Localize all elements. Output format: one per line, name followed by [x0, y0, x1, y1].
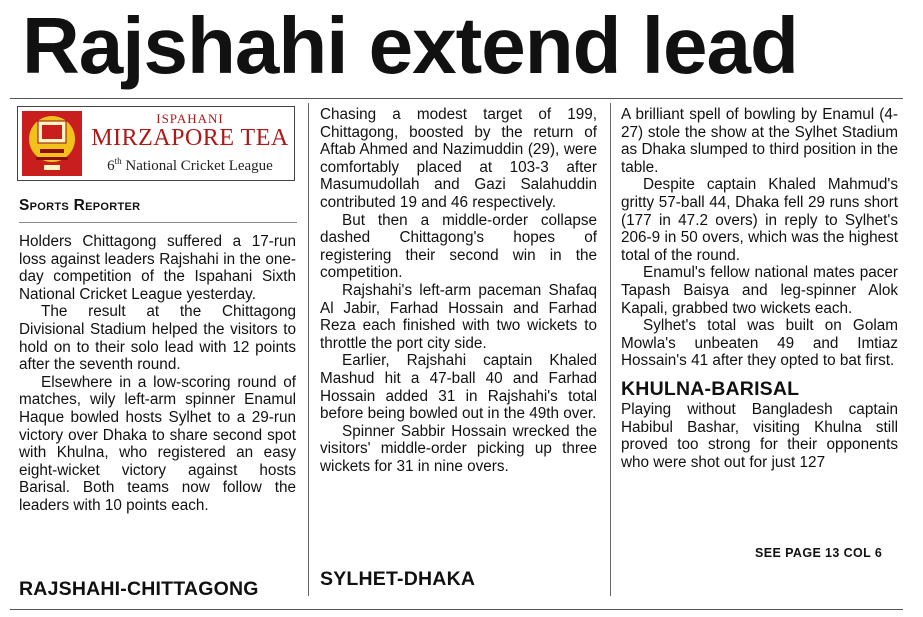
top-rule — [10, 98, 903, 99]
paragraph: Chasing a modest target of 199, Chittagong, boosted by the return of Aftab Ahmed and Nazimuddin (29), were comfortably placed at 103-3 after Masumudollah and Gazi Salahuddin contributed 19 and 46 respectively. — [320, 106, 597, 211]
paragraph: Enamul's fellow national mates pacer Tapash Baisya and leg-spinner Alok Kapali, grabbed two wickets each. — [621, 264, 898, 317]
column-2 — [320, 106, 597, 475]
continuation-note: SEE PAGE 13 COL 6 — [755, 546, 883, 560]
subhead-khulna-barisal: KHULNA-BARISAL — [621, 377, 800, 400]
paragraph: Earlier, Rajshahi captain Khaled Mashud hit a 47-ball 40 and Farhad Hossain added 31 in Rajshahi's total before being bowled out in the 49th over. — [320, 352, 597, 423]
subhead-rajshahi-chittagong: RAJSHAHI-CHITTAGONG — [19, 578, 259, 600]
paragraph: Playing without Bangladesh captain Habibul Bashar, visiting Khulna still proved too strong for their opponents who were shot out for just 127 — [621, 400, 898, 471]
paragraph: Elsewhere in a low-scoring round of matches, wily left-arm spinner Enamul Haque bowled hosts Sylhet to a 29-run victory over Dhaka to share second spot with Khulna, who registered an easy eight-wicket victory against hosts Barisal. Both teams now follow the leaders with 10 points each. — [19, 373, 296, 514]
sponsor-banner — [17, 106, 295, 181]
league-ordinal: 6 — [107, 158, 115, 174]
column-1 — [19, 233, 296, 515]
paragraph: A brilliant spell of bowling by Enamul (4-27) stole the show at the Sylhet Stadium as Dhaka slumped to third position in the table. — [621, 106, 898, 176]
league-ordinal-suffix: th — [114, 156, 122, 166]
byline: Sports Reporter — [19, 197, 141, 214]
paragraph: Spinner Sabbir Hossain wrecked the visitors' middle-order picking up three wickets for 31 in nine overs. — [320, 422, 597, 475]
sponsor-product: MIRZAPORE TEA — [91, 125, 289, 151]
column-divider — [610, 103, 611, 596]
paragraph: But then a middle-order collapse dashed Chittagong's hopes of registering their second win in the competition. — [320, 211, 597, 282]
paragraph: Rajshahi's left-arm paceman Shafaq Al Jabir, Farhad Hossain and Farhad Reza each finished with two wickets to throttle the port city side. — [320, 281, 597, 352]
tea-pack-logo — [22, 111, 82, 176]
bottom-rule — [10, 609, 903, 610]
paragraph: The result at the Chittagong Divisional Stadium helped the visitors to hold on to their solo lead with 12 points after the seventh round. — [19, 303, 296, 374]
article-headline: Rajshahi extend lead — [22, 1, 798, 90]
sponsor-league — [88, 156, 292, 175]
column-3 — [621, 106, 898, 471]
subhead-sylhet-dhaka: SYLHET-DHAKA — [320, 568, 476, 590]
paragraph: Holders Chittagong suffered a 17-run loss against leaders Rajshahi in the one-day competition of the Ispahani Sixth National Cricket League yesterday. — [19, 233, 296, 303]
league-name: National Cricket League — [121, 158, 273, 174]
paragraph: Despite captain Khaled Mahmud's gritty 57-ball 44, Dhaka fell 29 runs short (177 in 47.2 overs) in reply to Sylhet's 206-9 in 50 overs, which was the highest total of the round. — [621, 176, 898, 264]
column-divider — [308, 103, 309, 596]
sponsor-brand: ISPAHANI — [156, 111, 224, 126]
byline-rule — [19, 222, 297, 223]
paragraph: Sylhet's total was built on Golam Mowla's unbeaten 49 and Imtiaz Hossain's 41 after they opted to bat first. — [621, 317, 898, 370]
